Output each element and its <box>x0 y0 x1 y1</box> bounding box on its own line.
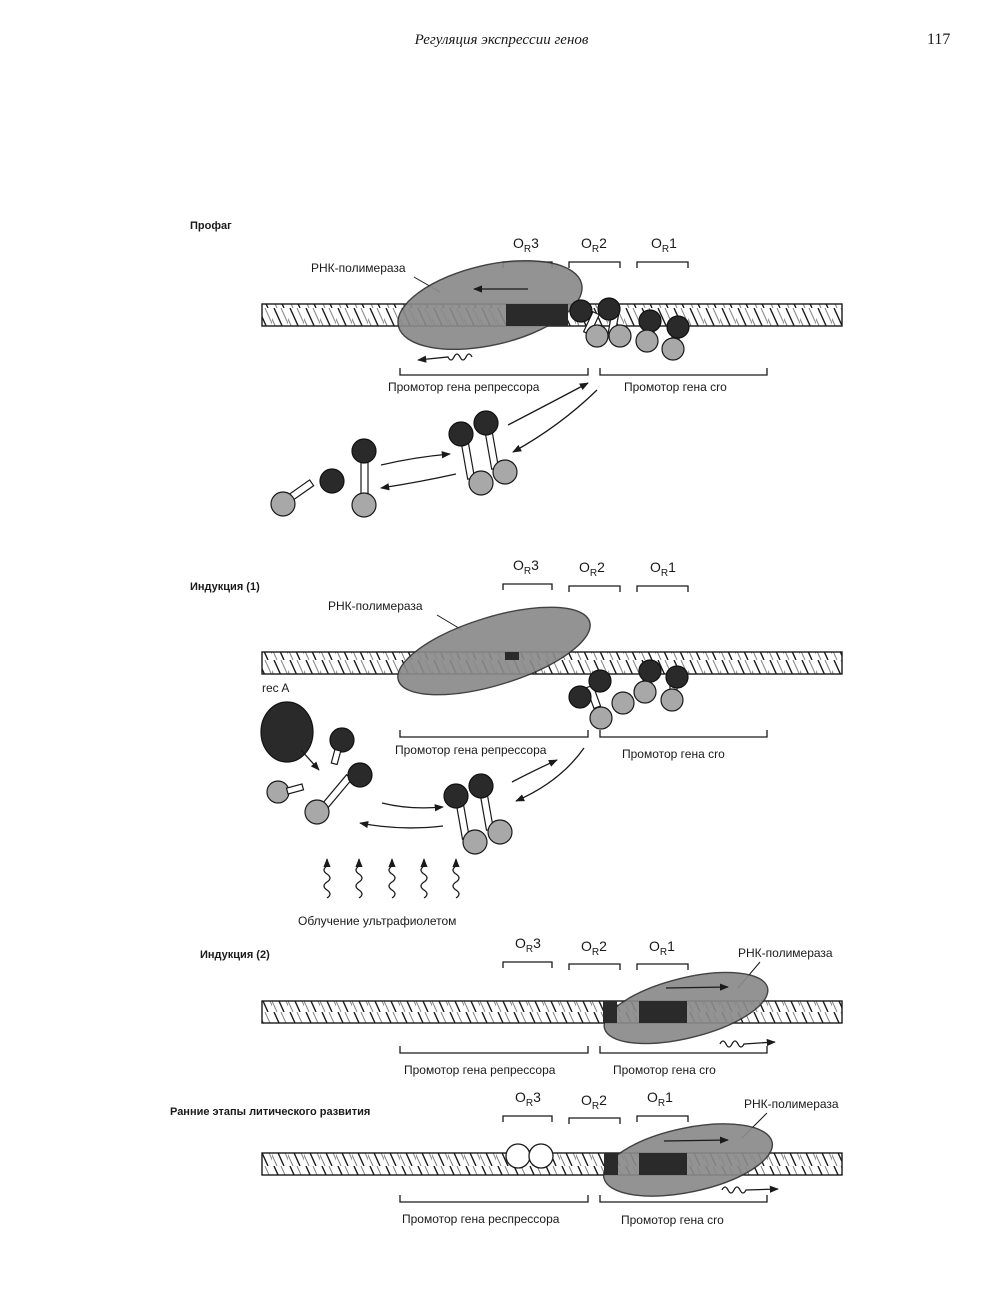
operator-or3 <box>503 935 552 968</box>
svg-text:OR3: $O_R3$ <box>513 235 539 255</box>
svg-text:OR3: $O_R3$ <box>515 935 541 955</box>
promoter-cro-label: Промотор гена cro <box>613 1063 716 1077</box>
promoter-repressor-label: Промотор гена репрессора <box>388 380 540 394</box>
svg-text:OR2: $O_R2$ <box>581 938 607 958</box>
running-head: Регуляция экспрессии генов <box>414 32 589 48</box>
panel-induction-1 <box>190 557 842 928</box>
promoter-repressor-label: Промотор гена репрессора <box>404 1063 556 1077</box>
rna-polymerase <box>597 1111 779 1209</box>
promoter-cro-label: Промотор гена cro <box>621 1213 724 1227</box>
svg-text:OR2: $O_R2$ <box>581 235 607 255</box>
transcript-squiggle <box>418 354 472 360</box>
svg-text:OR2: $O_R2$ <box>581 1092 607 1112</box>
operator-or2 <box>569 559 620 592</box>
panel-title: Ранние этапы литического развития <box>170 1106 371 1118</box>
operator-or1 <box>637 235 688 268</box>
repressor-monomer-free <box>305 763 372 824</box>
operator-or2 <box>569 938 620 970</box>
promoter-box <box>639 1153 687 1175</box>
promoter-box <box>506 304 568 326</box>
operator-or2 <box>569 235 620 268</box>
promoter-cro-label: Промотор гена cro <box>624 380 727 394</box>
panel-induction-2 <box>200 935 842 1077</box>
transcript-squiggle <box>722 1187 778 1193</box>
polymerase-label: РНК-полимераза <box>738 946 833 960</box>
panel-title: Индукция (2) <box>200 949 270 961</box>
panel-title: Профаг <box>190 220 232 232</box>
operator-or1 <box>637 938 688 970</box>
operator-or1 <box>637 559 688 592</box>
svg-text:OR1: $O_R1$ <box>650 559 676 579</box>
polymerase-label: РНК-полимераза <box>328 599 423 613</box>
promoter-box <box>639 1001 687 1023</box>
operator-or3 <box>503 557 552 590</box>
promoter-box <box>603 1001 617 1023</box>
panel-title: Индукция (1) <box>190 581 260 593</box>
svg-text:OR1: $O_R1$ <box>647 1089 673 1109</box>
panel-early-lytic <box>170 1089 842 1227</box>
panel-prophage <box>190 220 842 517</box>
promoter-cro-label: Промотор гена cro <box>622 747 725 761</box>
svg-text:OR3: $O_R3$ <box>515 1089 541 1109</box>
svg-text:OR1: $O_R1$ <box>649 938 675 958</box>
svg-text:OR3: $O_R3$ <box>513 557 539 577</box>
uv-rays <box>324 859 459 898</box>
svg-text:OR2: $O_R2$ <box>579 559 605 579</box>
operator-or3 <box>503 1089 552 1122</box>
repressor-monomers-free <box>271 439 376 517</box>
promoter-repressor-label: Промотор гена респрессора <box>402 1212 560 1226</box>
polymerase-label: РНК-полимераза <box>744 1097 839 1111</box>
operator-or1 <box>637 1089 688 1122</box>
uv-label: Облучение ультрафиолетом <box>298 914 457 928</box>
repressor-dimer-free <box>444 774 512 854</box>
promoter-box <box>505 652 519 660</box>
promoter-repressor-label: Промотор гена репрессора <box>395 743 547 757</box>
operator-or2 <box>569 1092 620 1124</box>
reca-protein <box>261 702 313 762</box>
page-number: 117 <box>927 31 951 48</box>
polymerase-label: РНК-полимераза <box>311 261 406 275</box>
svg-text:OR1: $O_R1$ <box>651 235 677 255</box>
repressor-dimer-free <box>449 411 517 495</box>
promoter-box <box>604 1153 618 1175</box>
reca-label: rec A <box>262 681 290 695</box>
